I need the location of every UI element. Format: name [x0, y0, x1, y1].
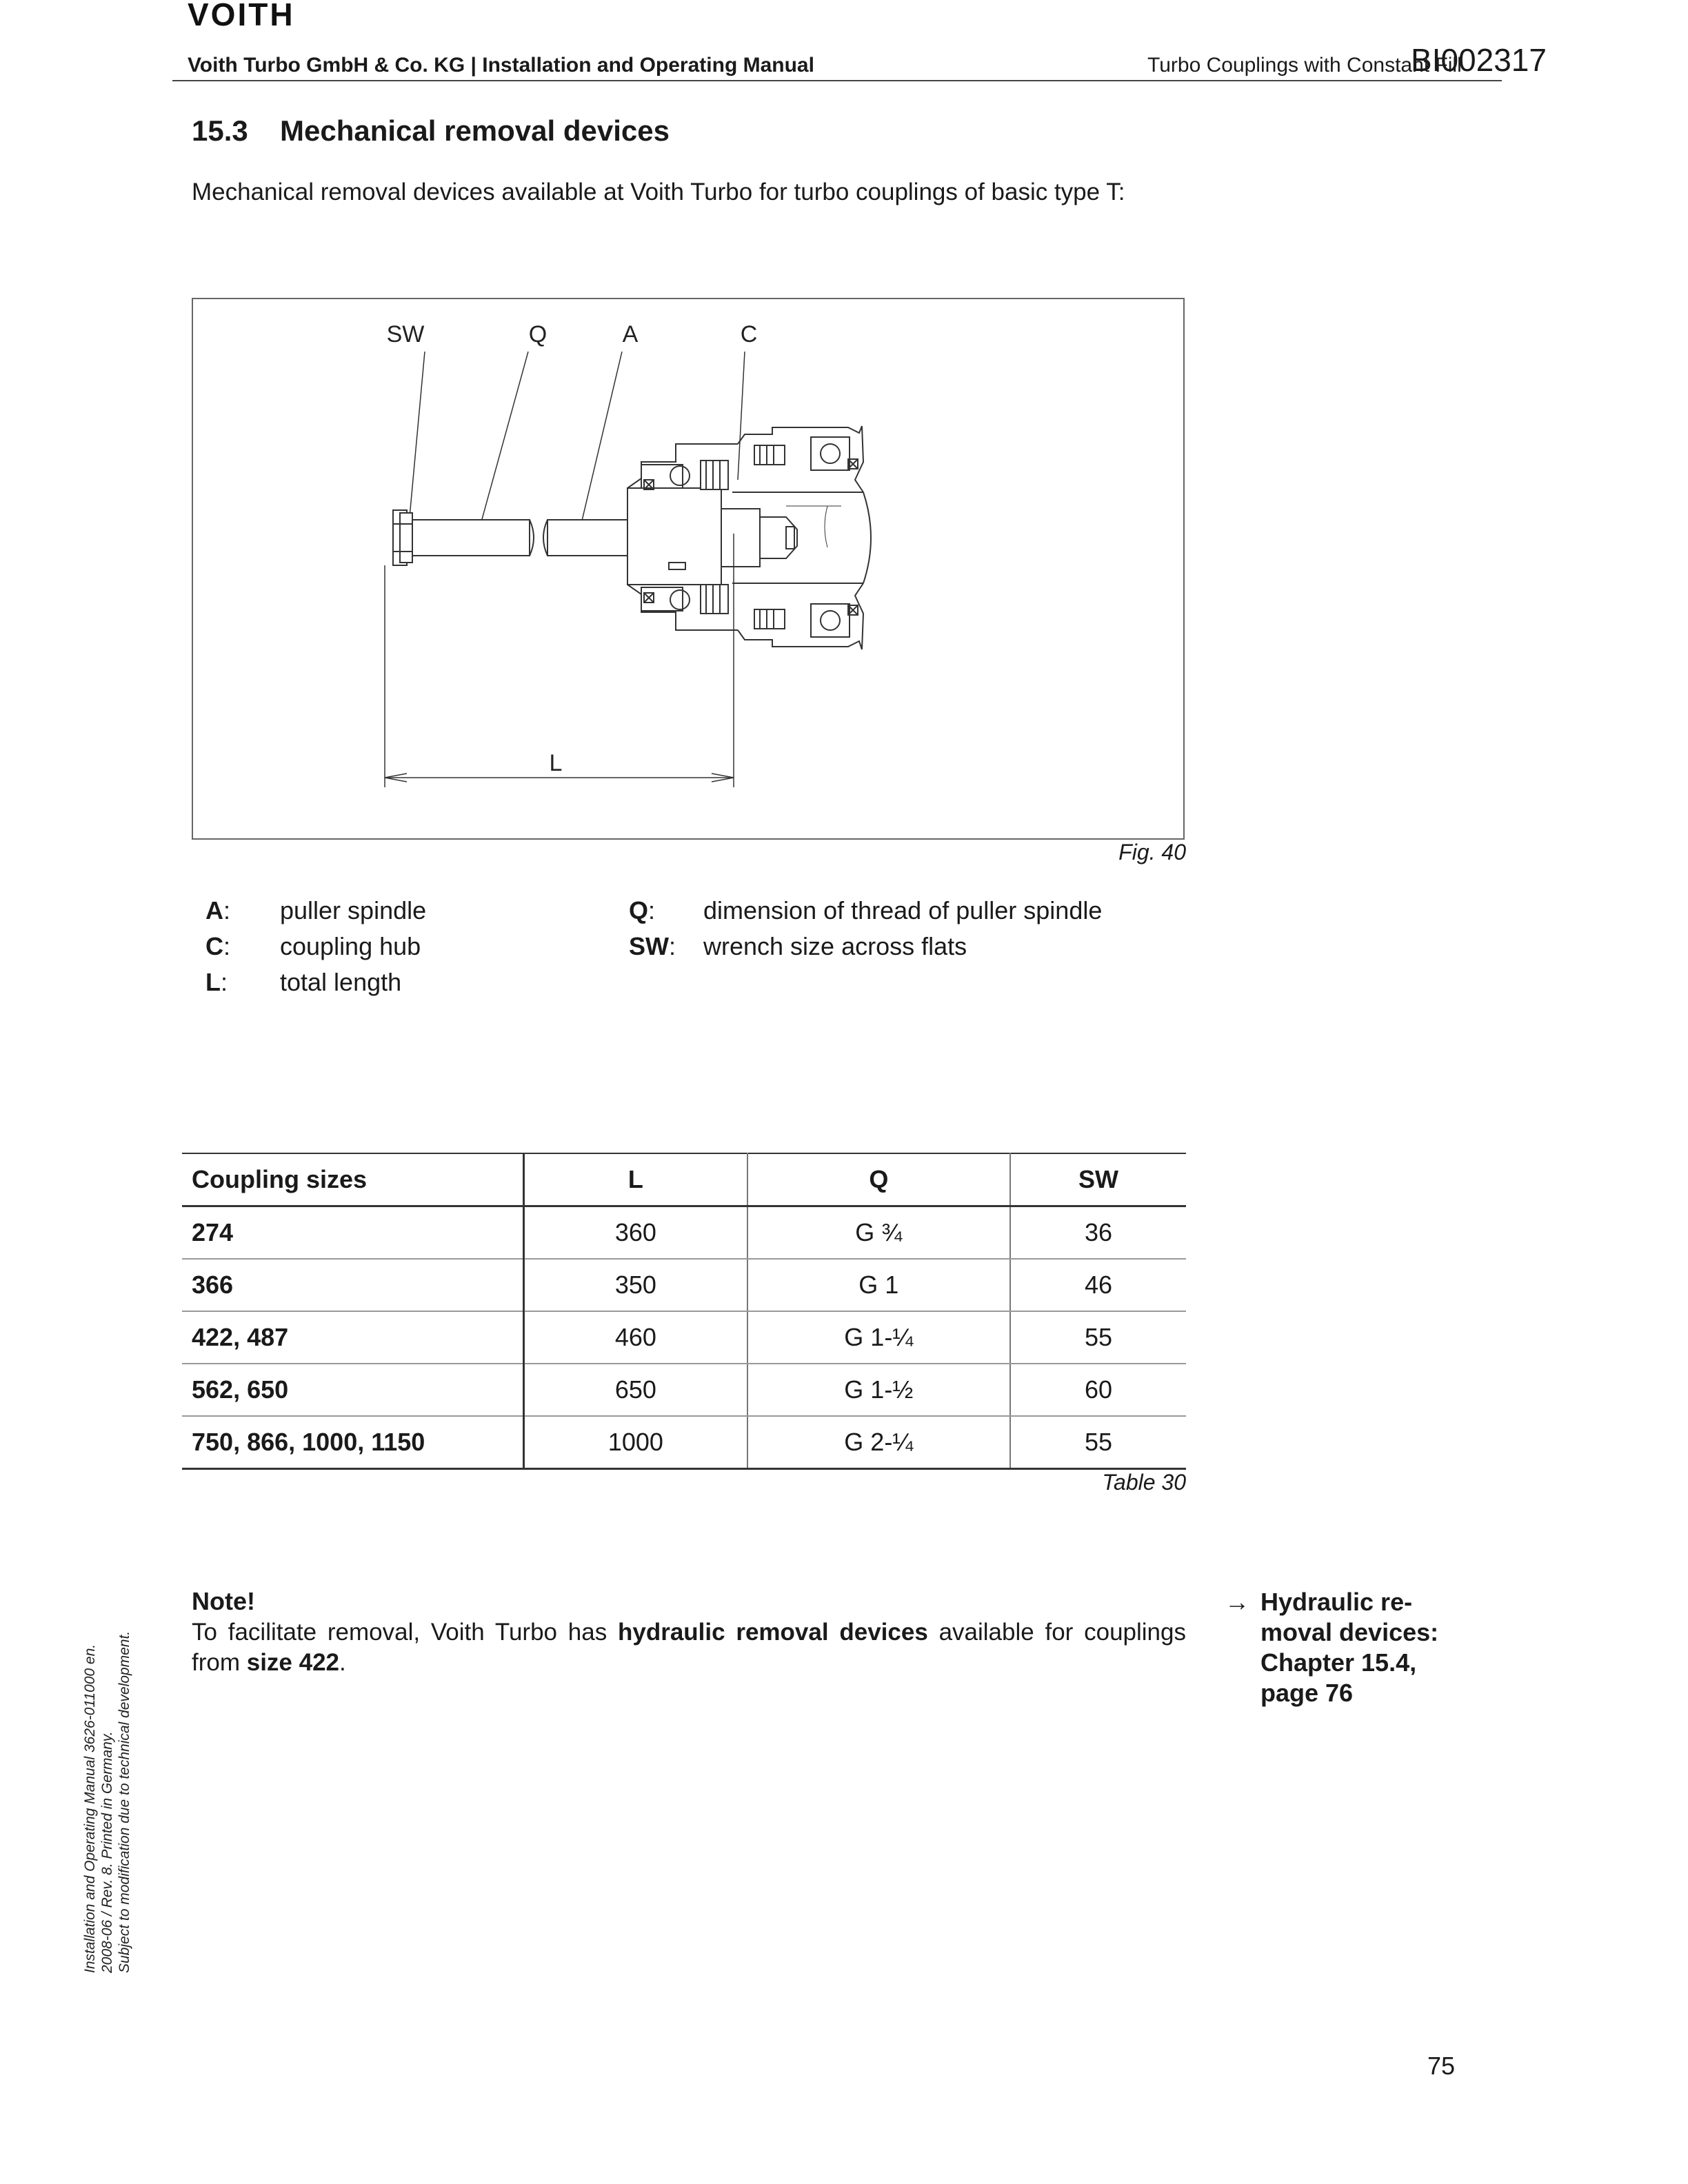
table-cell: 422, 487 [182, 1311, 524, 1364]
page-number: 75 [1427, 2052, 1456, 2080]
header-rule [172, 80, 1502, 81]
section-number: 15.3 [192, 114, 248, 147]
imprint-line: Installation and Operating Manual 3626-011000 en. [82, 1644, 98, 1973]
table-cell: 1000 [524, 1416, 747, 1469]
column-header: Coupling sizes [182, 1153, 524, 1206]
table-cell: 460 [524, 1311, 747, 1364]
cross-reference-line: Chapter 15.4, [1260, 1648, 1417, 1677]
note-text-part: available for couplings from [192, 1619, 1186, 1676]
section-heading [192, 114, 670, 148]
table-header-row [182, 1153, 1186, 1206]
label-a: A [622, 321, 639, 347]
legend-key: L [205, 968, 221, 996]
puller-spindle [393, 510, 627, 565]
column-header: SW [1010, 1153, 1186, 1206]
note-heading: Note! [192, 1587, 255, 1615]
label-c: C [740, 321, 758, 347]
table-cell: 55 [1010, 1416, 1186, 1469]
voith-logo: VOITH [188, 0, 295, 32]
table-cell: G 1-¼ [747, 1311, 1010, 1364]
imprint-line: Subject to modification due to technical development. [117, 1630, 132, 1973]
coupling-hub [627, 444, 797, 630]
cross-reference-line: moval devices: [1260, 1618, 1439, 1646]
table-row [182, 1206, 1186, 1260]
table-cell: 60 [1010, 1364, 1186, 1416]
note-emphasis: size 422 [246, 1649, 340, 1676]
table-cell: 750, 866, 1000, 1150 [182, 1416, 524, 1469]
label-sw: SW [386, 321, 425, 347]
table-row [182, 1311, 1186, 1364]
table-cell: 274 [182, 1206, 524, 1260]
table-cell: G 1 [747, 1259, 1010, 1311]
table-cell: 55 [1010, 1311, 1186, 1364]
side-imprint [81, 1631, 133, 1973]
figure-caption: Fig. 40 [1118, 840, 1186, 865]
label-q: Q [528, 321, 547, 347]
table-cell: G 2-¼ [747, 1416, 1010, 1469]
legend-key: C [205, 932, 223, 960]
label-l: L [549, 750, 563, 776]
imprint-line: 2008-06 / Rev. 8. Printed in Germany. [99, 1731, 115, 1973]
note-emphasis: hydraulic removal devices [617, 1619, 928, 1646]
table-row [182, 1416, 1186, 1469]
table-cell: G 1-½ [747, 1364, 1010, 1416]
note-text-part: To facilitate removal, Voith Turbo has [192, 1619, 618, 1646]
header-product: Turbo Couplings with Constant Fill [1147, 54, 1462, 77]
table-cell: 360 [524, 1206, 747, 1260]
section-title: Mechanical removal devices [280, 114, 670, 147]
table-row [182, 1259, 1186, 1311]
document-id: BI002317 [1411, 42, 1547, 78]
legend-text: coupling hub [280, 932, 421, 960]
legend-text: wrench size across flats [703, 932, 967, 960]
table-caption: Table 30 [1102, 1470, 1186, 1495]
arrow-right-icon: → [1225, 1588, 1249, 1616]
legend-key: A [205, 896, 223, 924]
legend-text: dimension of thread of puller spindle [703, 896, 1103, 924]
table-cell: 36 [1010, 1206, 1186, 1260]
note-text-part: . [339, 1649, 346, 1676]
figure-frame [192, 298, 1185, 840]
table-cell: 350 [524, 1259, 747, 1311]
intro-paragraph: Mechanical removal devices available at Voith Turbo for turbo couplings of basic type T: [192, 179, 1125, 205]
note-text [192, 1617, 1186, 1678]
legend-key: Q [629, 896, 649, 924]
table-cell: 650 [524, 1364, 747, 1416]
legend-key: SW [629, 932, 669, 960]
table-row [182, 1364, 1186, 1416]
removal-device-drawing [193, 299, 1183, 838]
table-cell: 562, 650 [182, 1364, 524, 1416]
legend-text: puller spindle [280, 896, 427, 924]
header-publisher: Voith Turbo GmbH & Co. KG | Installation and Operating Manual [188, 54, 814, 77]
table-cell: 366 [182, 1259, 524, 1311]
cross-reference-link[interactable] [1260, 1587, 1467, 1708]
column-header: L [524, 1153, 747, 1206]
removal-device-table [182, 1153, 1186, 1470]
cross-reference-line: page 76 [1260, 1679, 1354, 1707]
table-cell: 46 [1010, 1259, 1186, 1311]
cross-reference-line: Hydraulic re- [1260, 1588, 1413, 1616]
legend-text: total length [280, 968, 402, 996]
table-cell: G ¾ [747, 1206, 1010, 1260]
column-header: Q [747, 1153, 1010, 1206]
